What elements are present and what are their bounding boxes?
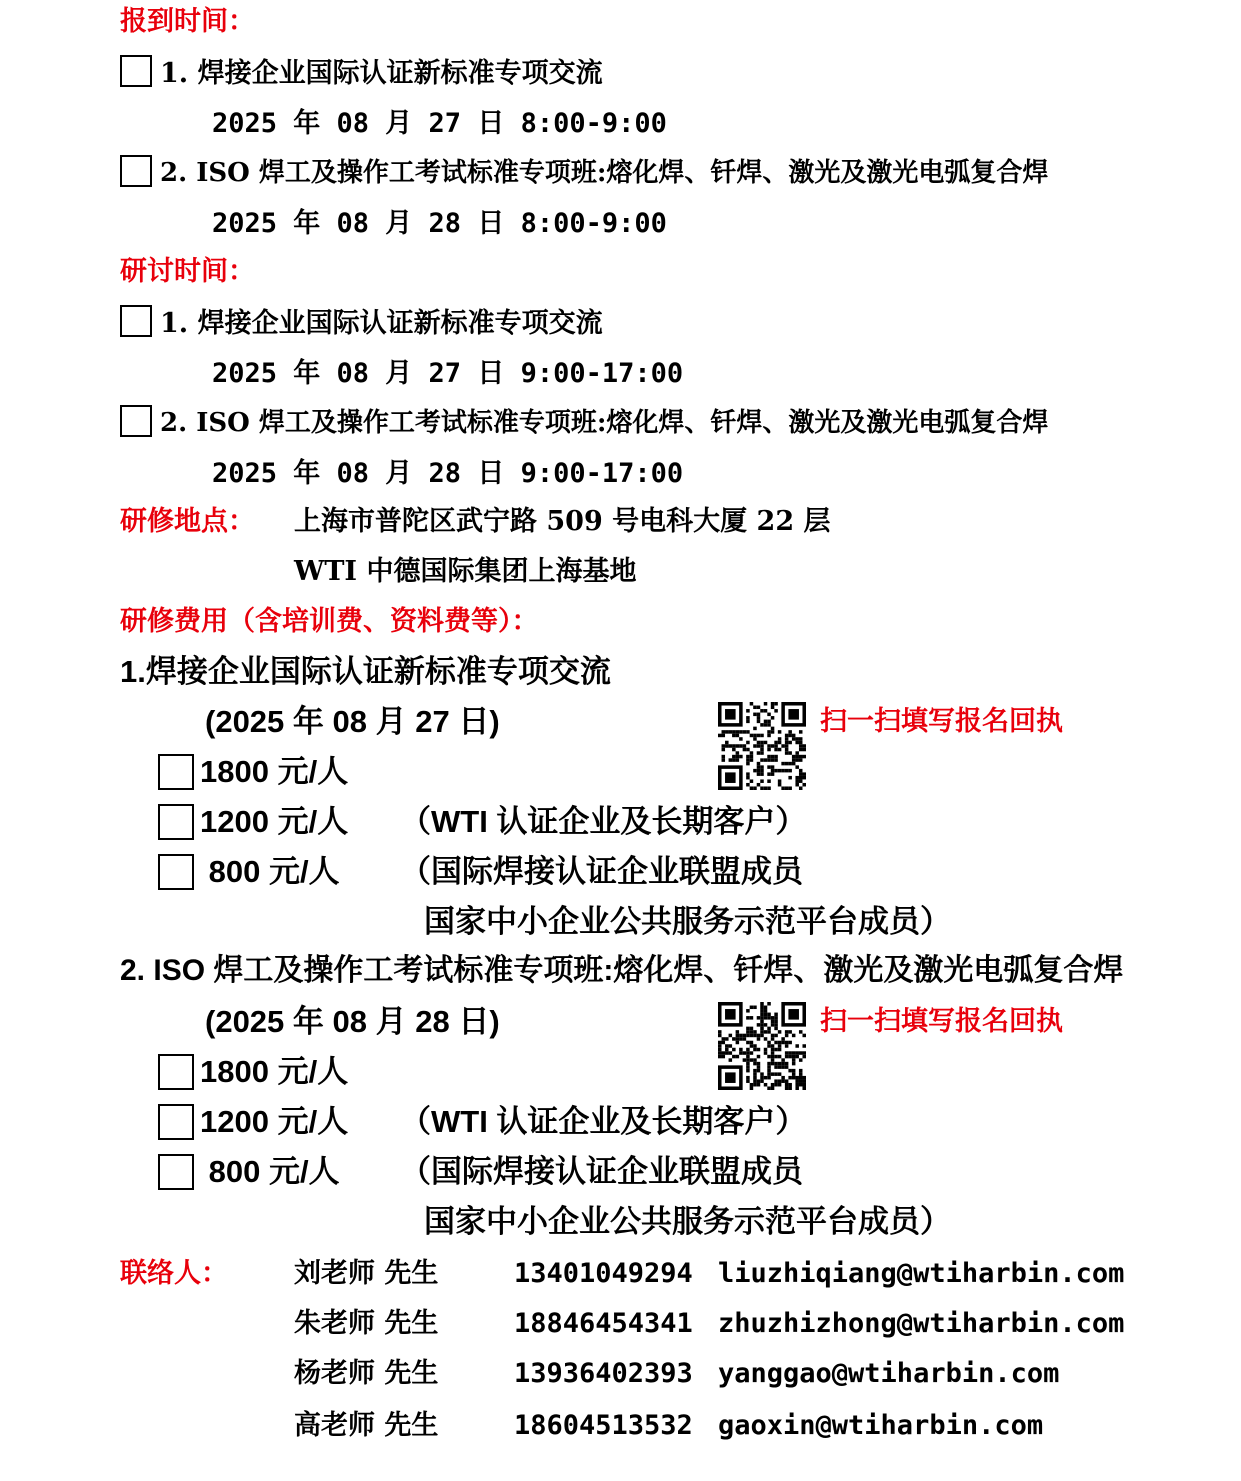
course-2-price-2: 1200 元/人 bbox=[200, 1104, 349, 1139]
course-1-note-cont: 国家中小企业公共服务示范平台成员） bbox=[424, 904, 951, 939]
checkbox-icon[interactable] bbox=[120, 305, 152, 337]
checkbox-icon[interactable] bbox=[158, 854, 194, 890]
contact-phone: 18846454341 bbox=[514, 1308, 693, 1339]
qr-code-icon[interactable] bbox=[718, 702, 806, 790]
registration-item-2-label: 2. ISO 焊工及操作工考试标准专项班:熔化焊、钎焊、激光及激光电弧复合焊 bbox=[160, 158, 1049, 188]
seminar-item-1-time: 2025 年 08 月 27 日 9:00-17:00 bbox=[212, 358, 684, 389]
checkbox-icon[interactable] bbox=[120, 405, 152, 437]
contact-name: 杨老师 先生 bbox=[294, 1358, 439, 1389]
location-heading: 研修地点： bbox=[120, 506, 255, 537]
registration-item-1-time: 2025 年 08 月 27 日 8:00-9:00 bbox=[212, 108, 667, 139]
fees-heading: 研修费用（含培训费、资料费等）： bbox=[120, 606, 539, 637]
seminar-heading: 研讨时间： bbox=[120, 256, 255, 287]
seminar-item-2-label: 2. ISO 焊工及操作工考试标准专项班:熔化焊、钎焊、激光及激光电弧复合焊 bbox=[160, 408, 1049, 438]
course-2-qr-caption: 扫一扫填写报名回执 bbox=[820, 1006, 1063, 1037]
seminar-item-2-time: 2025 年 08 月 28 日 9:00-17:00 bbox=[212, 458, 684, 489]
registration-heading: 报到时间： bbox=[120, 6, 255, 37]
course-2-price-1: 1800 元/人 bbox=[200, 1054, 349, 1089]
location-line-1: 上海市普陀区武宁路 509 号电科大厦 22 层 bbox=[294, 506, 831, 537]
contact-email: yanggao@wtiharbin.com bbox=[718, 1358, 1060, 1389]
seminar-item-1-label: 1. 焊接企业国际认证新标准专项交流 bbox=[160, 308, 603, 339]
checkbox-icon[interactable] bbox=[120, 55, 152, 87]
contact-name: 高老师 先生 bbox=[294, 1410, 439, 1441]
checkbox-icon[interactable] bbox=[158, 1154, 194, 1190]
course-1-price-1: 1800 元/人 bbox=[200, 754, 349, 789]
course-1-qr-caption: 扫一扫填写报名回执 bbox=[820, 706, 1063, 737]
contact-phone: 13401049294 bbox=[514, 1258, 693, 1289]
course-1-price-3: 800 元/人 bbox=[200, 854, 340, 889]
course-1-title: 1.焊接企业国际认证新标准专项交流 bbox=[120, 654, 611, 689]
contact-name: 朱老师 先生 bbox=[294, 1308, 439, 1339]
checkbox-icon[interactable] bbox=[158, 1104, 194, 1140]
location-line-2: WTI 中德国际集团上海基地 bbox=[294, 556, 637, 587]
contact-phone: 13936402393 bbox=[514, 1358, 693, 1389]
contact-email: zhuzhizhong@wtiharbin.com bbox=[718, 1308, 1125, 1339]
course-2-note-cont: 国家中小企业公共服务示范平台成员） bbox=[424, 1204, 951, 1239]
qr-code-icon[interactable] bbox=[718, 1002, 806, 1090]
contacts-heading: 联络人： bbox=[120, 1258, 228, 1289]
course-2-note-2: （WTI 认证企业及长期客户） bbox=[400, 1104, 807, 1139]
course-2-date: (2025 年 08 月 28 日) bbox=[205, 1004, 500, 1039]
course-1-price-2: 1200 元/人 bbox=[200, 804, 349, 839]
checkbox-icon[interactable] bbox=[158, 754, 194, 790]
course-2-title: 2. ISO 焊工及操作工考试标准专项班:熔化焊、钎焊、激光及激光电弧复合焊 bbox=[120, 954, 1124, 987]
registration-item-1-label: 1. 焊接企业国际认证新标准专项交流 bbox=[160, 58, 603, 89]
course-1-date: (2025 年 08 月 27 日) bbox=[205, 704, 500, 739]
checkbox-icon[interactable] bbox=[120, 155, 152, 187]
course-2-price-3: 800 元/人 bbox=[200, 1154, 340, 1189]
contact-email: gaoxin@wtiharbin.com bbox=[718, 1410, 1044, 1441]
checkbox-icon[interactable] bbox=[158, 1054, 194, 1090]
contact-phone: 18604513532 bbox=[514, 1410, 693, 1441]
checkbox-icon[interactable] bbox=[158, 804, 194, 840]
course-1-note-2: （WTI 认证企业及长期客户） bbox=[400, 804, 807, 839]
registration-item-2-time: 2025 年 08 月 28 日 8:00-9:00 bbox=[212, 208, 667, 239]
course-1-note-3: （国际焊接认证企业联盟成员 bbox=[400, 854, 803, 889]
contact-name: 刘老师 先生 bbox=[294, 1258, 439, 1289]
contact-email: liuzhiqiang@wtiharbin.com bbox=[718, 1258, 1125, 1289]
course-2-note-3: （国际焊接认证企业联盟成员 bbox=[400, 1154, 803, 1189]
